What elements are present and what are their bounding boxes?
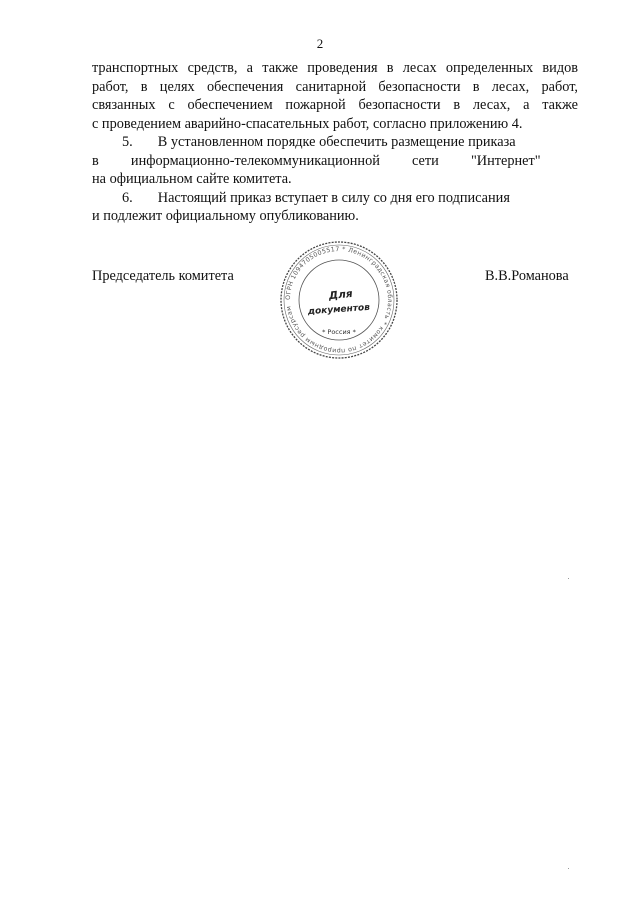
body-text <box>92 59 578 226</box>
body-line: и подлежит официальному опубликованию. <box>92 208 359 224</box>
body-line: работ, в целях обеспечения санитарной безопасности в лесах, работ, <box>92 78 578 95</box>
stamp-ring-text: ОГРН 1094705005517 * Ленинградская область * комитет по природным ресурсам <box>284 245 394 355</box>
signature-name: В.В.Романова <box>485 268 569 284</box>
stamp-bottom-text: * Россия * <box>322 328 356 336</box>
stamp-center-line2: документов <box>307 302 371 318</box>
stamp-center-line1: Для <box>328 287 354 303</box>
official-stamp <box>277 238 401 362</box>
body-line: транспортных средств, а также проведения в лесах определенных видов <box>92 60 578 76</box>
scan-speck <box>568 868 569 869</box>
body-line: 6. Настоящий приказ вступает в силу со дня его подписания <box>122 189 510 206</box>
page-number: 2 <box>316 36 324 51</box>
body-line: 5. В установленном порядке обеспечить размещение приказа <box>122 134 516 150</box>
body-line: в информационно-телекоммуникационной сети "Интернет" <box>92 152 541 169</box>
scan-speck <box>568 578 569 579</box>
signature-title: Председатель комитета <box>92 268 234 284</box>
body-line: связанных с обеспечением пожарной безопасности в лесах, а также <box>92 97 578 113</box>
body-line: на официальном сайте комитета. <box>92 171 292 187</box>
body-line: с проведением аварийно-спасательных работ, согласно приложению 4. <box>92 115 523 132</box>
